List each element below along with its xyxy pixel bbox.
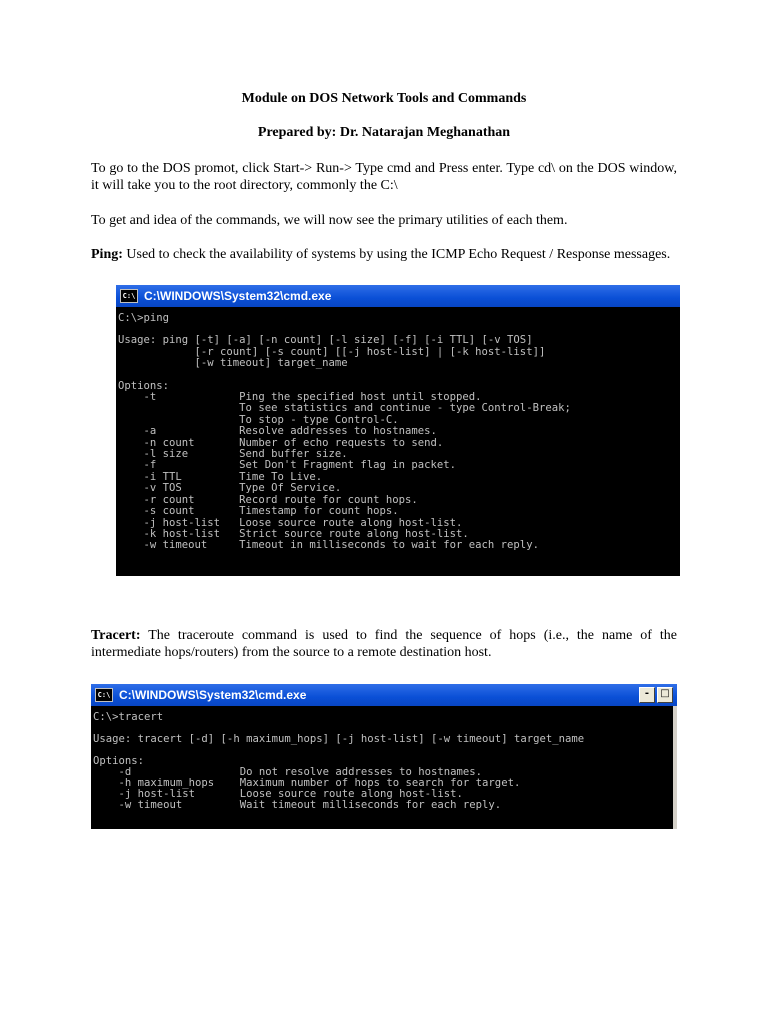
terminal-line: -s count Timestamp for count hops. <box>118 505 399 518</box>
tracert-cmd-window <box>91 684 677 829</box>
ping-window-title: C:\WINDOWS\System32\cmd.exe <box>144 289 332 303</box>
ping-cmd-window <box>116 285 680 576</box>
document-title: Module on DOS Network Tools and Commands <box>241 91 527 106</box>
terminal-line: -j host-list Loose source route along host-list. <box>118 516 463 529</box>
ping-window-titlebar <box>116 285 680 307</box>
minimize-button[interactable]: - <box>639 687 655 703</box>
terminal-line: -l size Send buffer size. <box>118 448 348 461</box>
tracert-description: The traceroute command is used to find the sequence of hops (i.e., the name of the intermediate hops/routers) from the source to a remote destination host. <box>91 628 677 660</box>
terminal-line: To stop - type Control-C. <box>118 413 399 426</box>
tracert-terminal-output <box>91 706 677 811</box>
terminal-line: -n count Number of echo requests to send. <box>118 436 444 449</box>
terminal-line: Options: <box>93 755 145 767</box>
terminal-line: To see statistics and continue - type Control-Break; <box>118 402 571 415</box>
terminal-line: -w timeout Wait timeout milliseconds for each reply. <box>93 799 502 811</box>
terminal-line: C:\>tracert <box>93 711 164 723</box>
intro-paragraph: To go to the DOS promot, click Start-> Run-> Type cmd and Press enter. Type cd\ on the DOS window, it will take you to the root directory, commonly the C:\ <box>91 161 677 193</box>
terminal-line: -j host-list Loose source route along host-list. <box>93 788 463 800</box>
utilities-paragraph: To get and idea of the commands, we will now see the primary utilities of each them. <box>91 213 568 228</box>
terminal-line: -k host-list Strict source route along host-list. <box>118 527 469 540</box>
terminal-line: -r count Record route for count hops. <box>118 493 418 506</box>
terminal-line: -h maximum_hops Maximum number of hops to search for target. <box>93 777 521 789</box>
terminal-line: -w timeout Timeout in milliseconds to wait for each reply. <box>118 539 539 552</box>
terminal-line: -f Set Don't Fragment flag in packet. <box>118 459 457 472</box>
terminal-line <box>93 745 677 756</box>
ping-label: Ping: <box>91 247 123 262</box>
cmd-icon: C:\ <box>120 289 138 303</box>
ping-paragraph <box>91 246 677 263</box>
terminal-line: Usage: ping [-t] [-a] [-n count] [-l size] [-f] [-i TTL] [-v TOS] <box>118 334 533 347</box>
terminal-line: [-w timeout] target_name <box>118 357 348 370</box>
terminal-line: -i TTL Time To Live. <box>118 470 323 483</box>
ping-terminal-output <box>116 307 680 552</box>
terminal-line: Usage: tracert [-d] [-h maximum_hops] [-j host-list] [-w timeout] target_name <box>93 733 585 745</box>
terminal-line: Options: <box>118 379 170 392</box>
terminal-line: C:\>ping <box>118 312 170 324</box>
tracert-window-titlebar <box>91 684 677 706</box>
terminal-line: [-r count] [-s count] [[-j host-list] | [-k host-list]] <box>118 345 546 358</box>
terminal-line <box>118 370 680 381</box>
cmd-icon: C:\ <box>95 688 113 702</box>
terminal-line: -v TOS Type Of Service. <box>118 482 342 495</box>
terminal-line: -t Ping the specified host until stopped. <box>118 391 482 404</box>
document-author: Prepared by: Dr. Natarajan Meghanathan <box>257 125 511 140</box>
terminal-line: -a Resolve addresses to hostnames. <box>118 425 437 438</box>
tracert-window-title: C:\WINDOWS\System32\cmd.exe <box>119 688 307 702</box>
tracert-paragraph <box>91 627 677 661</box>
ping-description: Used to check the availability of systems by using the ICMP Echo Request / Response messages. <box>122 247 671 262</box>
tracert-label: Tracert: <box>91 628 141 643</box>
maximize-button[interactable]: □ <box>657 687 673 703</box>
terminal-line: -d Do not resolve addresses to hostnames. <box>93 766 483 778</box>
scrollbar[interactable] <box>673 706 677 829</box>
